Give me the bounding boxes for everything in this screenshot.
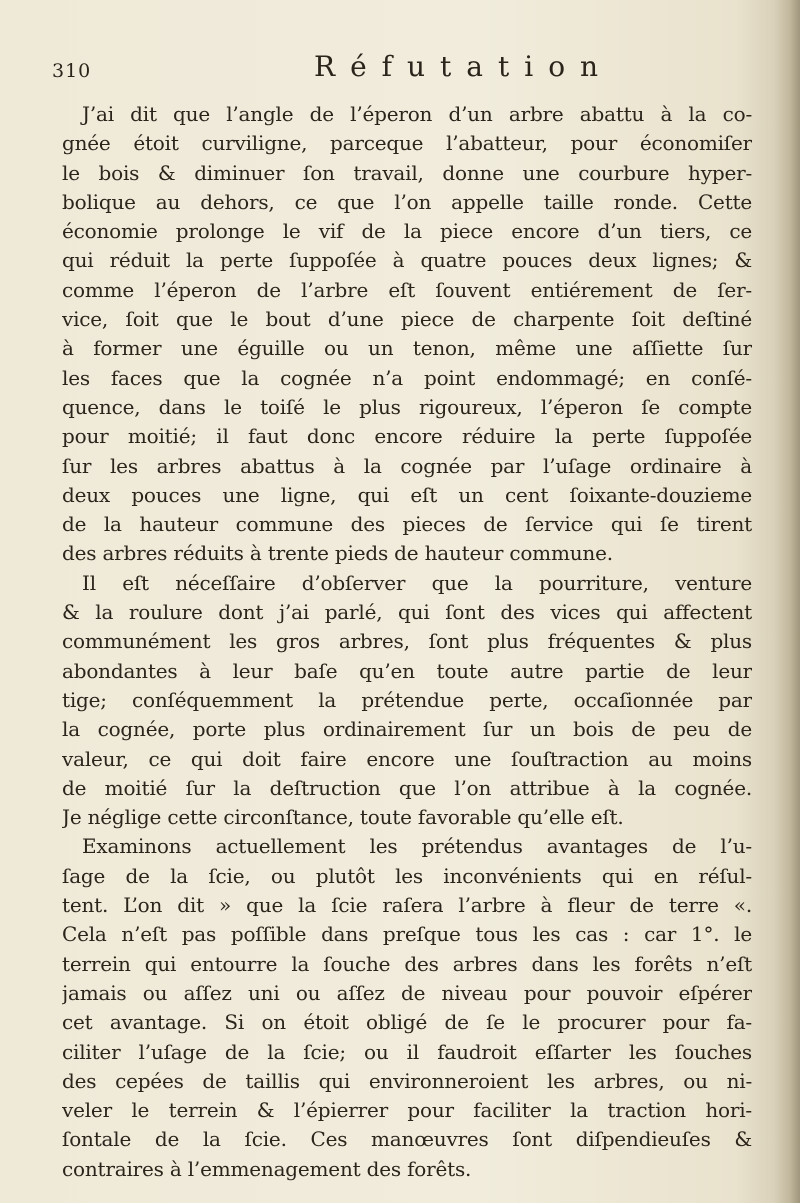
text-line: Je néglige cette circonſtance, toute favorable qu’elle eſt. <box>62 805 624 830</box>
text-line: comme l’éperon de l’arbre eſt ſouvent entiérement de ſer- <box>62 277 752 302</box>
text-line: ſur les arbres abattus à la cognée par l’uſage ordinaire à <box>62 453 752 478</box>
text-line: tige; conſéquemment la prétendue perte, occaſionnée par <box>62 687 752 712</box>
text-line: ſontale de la ſcie. Ces manœuvres ſont diſpendieuſes & <box>62 1127 752 1152</box>
text-line: Cela n’eſt pas poſſible dans preſque tous les cas : car 1°. le <box>62 922 752 947</box>
text-line: communément les gros arbres, ſont plus fréquentes & plus <box>62 629 752 654</box>
text-line: vice, ſoit que le bout d’une piece de charpente ſoit deſtiné <box>62 307 752 332</box>
text-line: gnée étoit curviligne, parceque l’abatteur, pour économiſer <box>62 131 752 156</box>
text-line: pour moitié; il faut donc encore réduire la perte ſuppoſée <box>62 424 752 449</box>
text-line: jamais ou aſſez uni ou aſſez de niveau pour pouvoir eſpérer <box>62 980 752 1005</box>
text-line: valeur, ce qui doit faire encore une ſouſtraction au moins <box>62 746 752 771</box>
page-number: 310 <box>52 60 92 82</box>
text-line: & la roulure dont j’ai parlé, qui ſont des vices qui affectent <box>62 600 752 625</box>
running-title: Réfutation <box>314 50 614 83</box>
text-line: de moitié ſur la deſtruction que l’on attribue à la cognée. <box>62 775 752 800</box>
text-line: les faces que la cognée n’a point endommagé; en conſé- <box>62 365 752 390</box>
text-line: Examinons actuellement les prétendus avantages de l’u- <box>82 834 752 859</box>
text-line: qui réduit la perte ſuppoſée à quatre pouces deux lignes; & <box>62 248 752 273</box>
text-line: bolique au dehors, ce que l’on appelle taille ronde. Cette <box>62 189 752 214</box>
page-edge-shadow <box>774 0 800 1203</box>
text-line: de la hauteur commune des pieces de ſervice qui ſe tirent <box>62 512 752 537</box>
text-line: veler le terrein & l’épierrer pour faciliter la traction hori- <box>62 1098 752 1123</box>
text-line: économie prolonge le vif de la piece encore d’un tiers, ce <box>62 219 752 244</box>
text-line: terrein qui entourre la ſouche des arbres dans les forêts n’eſt <box>62 951 752 976</box>
text-line: Il eſt néceſſaire d’obſerver que la pourriture, venture <box>82 570 752 595</box>
body-text <box>62 100 752 1184</box>
text-line: la cognée, porte plus ordinairement ſur un bois de peu de <box>62 717 752 742</box>
text-line: quence, dans le toiſé le plus rigoureux, l’éperon ſe compte <box>62 394 752 419</box>
text-line: J’ai dit que l’angle de l’éperon d’un arbre abattu à la co- <box>82 102 752 126</box>
page-header <box>52 40 752 83</box>
text-line: cet avantage. Si on étoit obligé de ſe le procurer pour fa- <box>62 1010 752 1035</box>
text-line: le bois & diminuer ſon travail, donne une courbure hyper- <box>62 160 752 185</box>
text-line: abondantes à leur baſe qu’en toute autre partie de leur <box>62 658 752 683</box>
text-line: deux pouces une ligne, qui eſt un cent ſoixante-douzieme <box>62 482 752 507</box>
text-line: ſage de la ſcie, ou plutôt les inconvénients qui en réſul- <box>62 863 752 888</box>
text-line: à former une éguille ou un tenon, même une aſſiette ſur <box>62 336 752 361</box>
text-line: des cepées de taillis qui environneroient les arbres, ou ni- <box>62 1068 752 1093</box>
text-line: ciliter l’uſage de la ſcie; ou il faudroit eſſarter les ſouches <box>62 1039 752 1064</box>
text-line: contraires à l’emmenagement des forêts. <box>62 1156 472 1181</box>
text-line: des arbres réduits à trente pieds de hauteur commune. <box>62 541 613 566</box>
text-line: tent. L’on dit » que la ſcie raſera l’arbre à fleur de terre «. <box>62 893 752 918</box>
